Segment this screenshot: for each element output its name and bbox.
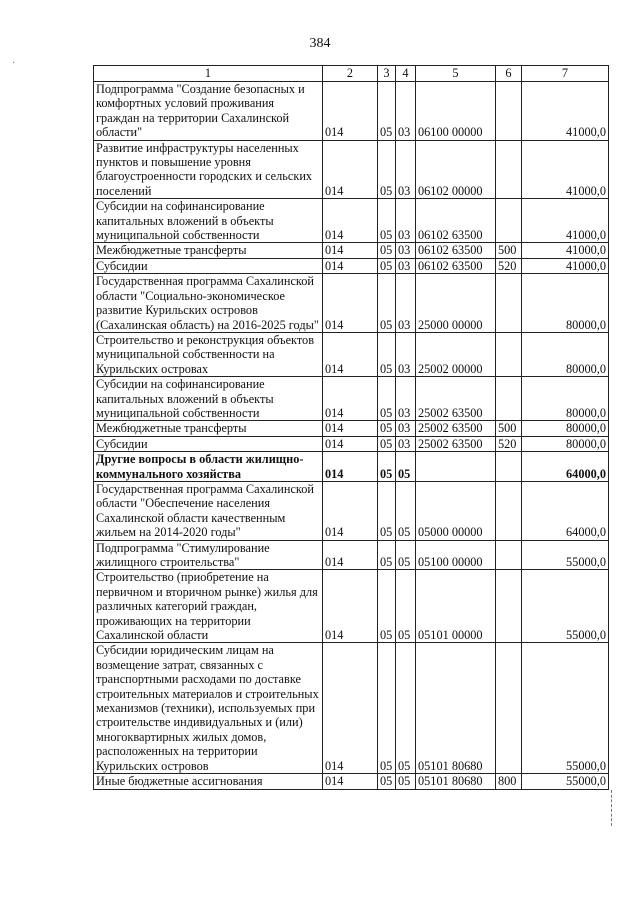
table-row <box>94 643 609 774</box>
row-section-cell: 05 <box>378 421 396 436</box>
row-amount-cell: 64000,0 <box>522 481 609 540</box>
row-code-cell: 014 <box>323 258 378 273</box>
row-target-cell: 25002 63500 <box>416 421 496 436</box>
row-subsection-cell: 03 <box>396 258 416 273</box>
row-subsection-cell: 05 <box>396 570 416 643</box>
row-type-cell <box>496 452 522 482</box>
row-type-cell: 520 <box>496 258 522 273</box>
column-header: 1 <box>94 66 323 82</box>
row-target-cell: 25002 63500 <box>416 436 496 451</box>
row-target-cell <box>416 452 496 482</box>
row-code-cell: 014 <box>323 199 378 243</box>
row-target-cell: 25002 63500 <box>416 377 496 421</box>
table-row <box>94 436 609 451</box>
row-name-cell: Развитие инфраструктуры населенных пунктов и повышение уровня благоустроенности городских и сельских поселений <box>94 140 323 199</box>
row-section-cell: 05 <box>378 82 396 141</box>
table-row <box>94 774 609 789</box>
table-body <box>94 82 609 790</box>
column-header: 6 <box>496 66 522 82</box>
row-code-cell: 014 <box>323 774 378 789</box>
row-code-cell: 014 <box>323 140 378 199</box>
row-target-cell: 05101 00000 <box>416 570 496 643</box>
row-type-cell <box>496 332 522 376</box>
row-name-cell: Строительство и реконструкция объектов муниципальной собственности на Курильских островах <box>94 332 323 376</box>
table-row <box>94 140 609 199</box>
row-subsection-cell: 05 <box>396 452 416 482</box>
table-row <box>94 540 609 570</box>
header-row <box>94 66 609 82</box>
row-name-cell: Субсидии юридическим лицам на возмещение затрат, связанных с транспортными расходами по доставке строительных материалов и строительных механизмов (техники), используемых при строительстве индивидуальных и (или) многоквартирных жилых домов, расположенных на территории Курильских островов <box>94 643 323 774</box>
row-section-cell: 05 <box>378 436 396 451</box>
row-section-cell: 05 <box>378 332 396 376</box>
table-row <box>94 481 609 540</box>
row-subsection-cell: 03 <box>396 140 416 199</box>
row-name-cell: Субсидии <box>94 436 323 451</box>
table-row <box>94 258 609 273</box>
row-type-cell <box>496 199 522 243</box>
row-code-cell: 014 <box>323 570 378 643</box>
row-name-cell: Межбюджетные трансферты <box>94 421 323 436</box>
row-subsection-cell: 05 <box>396 643 416 774</box>
row-amount-cell: 80000,0 <box>522 436 609 451</box>
table-row <box>94 332 609 376</box>
row-subsection-cell: 03 <box>396 199 416 243</box>
row-name-cell: Государственная программа Сахалинской области "Социально-экономическое развитие Курильских островов (Сахалинская область) на 2016-2025 годы" <box>94 274 323 333</box>
row-type-cell: 800 <box>496 774 522 789</box>
row-code-cell: 014 <box>323 540 378 570</box>
row-subsection-cell: 05 <box>396 481 416 540</box>
row-name-cell: Субсидии на софинансирование капитальных вложений в объекты муниципальной собственности <box>94 199 323 243</box>
row-target-cell: 05100 00000 <box>416 540 496 570</box>
row-code-cell: 014 <box>323 274 378 333</box>
row-name-cell: Субсидии <box>94 258 323 273</box>
row-type-cell <box>496 481 522 540</box>
row-name-cell: Другие вопросы в области жилищно-коммунального хозяйства <box>94 452 323 482</box>
row-name-cell: Субсидии на софинансирование капитальных вложений в объекты муниципальной собственности <box>94 377 323 421</box>
row-type-cell <box>496 274 522 333</box>
row-target-cell: 06102 63500 <box>416 199 496 243</box>
row-section-cell: 05 <box>378 243 396 258</box>
row-target-cell: 05101 80680 <box>416 774 496 789</box>
row-subsection-cell: 03 <box>396 274 416 333</box>
row-code-cell: 014 <box>323 452 378 482</box>
column-header: 4 <box>396 66 416 82</box>
row-target-cell: 05101 80680 <box>416 643 496 774</box>
row-type-cell: 520 <box>496 436 522 451</box>
column-header: 7 <box>522 66 609 82</box>
row-code-cell: 014 <box>323 377 378 421</box>
column-header: 3 <box>378 66 396 82</box>
row-section-cell: 05 <box>378 140 396 199</box>
row-amount-cell: 41000,0 <box>522 258 609 273</box>
row-amount-cell: 80000,0 <box>522 274 609 333</box>
row-code-cell: 014 <box>323 243 378 258</box>
table-row <box>94 243 609 258</box>
row-amount-cell: 41000,0 <box>522 243 609 258</box>
row-target-cell: 25000 00000 <box>416 274 496 333</box>
row-section-cell: 05 <box>378 199 396 243</box>
row-section-cell: 05 <box>378 540 396 570</box>
row-subsection-cell: 03 <box>396 436 416 451</box>
page-number: 384 <box>309 36 331 51</box>
row-target-cell: 06102 63500 <box>416 243 496 258</box>
scan-artifact: · <box>12 58 16 69</box>
row-name-cell: Строительство (приобретение на первичном и вторичном рынке) жилья для различных категорий граждан, проживающих на территории Сахалинской области <box>94 570 323 643</box>
row-target-cell: 05000 00000 <box>416 481 496 540</box>
row-target-cell: 25002 00000 <box>416 332 496 376</box>
row-amount-cell: 80000,0 <box>522 332 609 376</box>
row-amount-cell: 55000,0 <box>522 570 609 643</box>
row-name-cell: Государственная программа Сахалинской области "Обеспечение населения Сахалинской области качественным жильем на 2014-2020 годы" <box>94 481 323 540</box>
row-target-cell: 06102 00000 <box>416 140 496 199</box>
row-subsection-cell: 03 <box>396 332 416 376</box>
row-type-cell <box>496 570 522 643</box>
row-amount-cell: 64000,0 <box>522 452 609 482</box>
row-code-cell: 014 <box>323 643 378 774</box>
table-row <box>94 421 609 436</box>
row-type-cell <box>496 140 522 199</box>
row-target-cell: 06100 00000 <box>416 82 496 141</box>
row-code-cell: 014 <box>323 421 378 436</box>
row-subsection-cell: 03 <box>396 82 416 141</box>
row-amount-cell: 41000,0 <box>522 199 609 243</box>
row-subsection-cell: 03 <box>396 421 416 436</box>
table-row <box>94 377 609 421</box>
table-row <box>94 452 609 482</box>
row-section-cell: 05 <box>378 452 396 482</box>
row-amount-cell: 55000,0 <box>522 643 609 774</box>
row-subsection-cell: 03 <box>396 243 416 258</box>
column-header: 5 <box>416 66 496 82</box>
row-section-cell: 05 <box>378 377 396 421</box>
table-row <box>94 570 609 643</box>
row-section-cell: 05 <box>378 570 396 643</box>
row-section-cell: 05 <box>378 643 396 774</box>
row-code-cell: 014 <box>323 436 378 451</box>
row-type-cell <box>496 82 522 141</box>
row-subsection-cell: 05 <box>396 540 416 570</box>
row-amount-cell: 41000,0 <box>522 140 609 199</box>
row-code-cell: 014 <box>323 332 378 376</box>
row-amount-cell: 41000,0 <box>522 82 609 141</box>
row-target-cell: 06102 63500 <box>416 258 496 273</box>
row-name-cell: Подпрограмма "Создание безопасных и комфортных условий проживания граждан на территории Сахалинской области" <box>94 82 323 141</box>
budget-table <box>93 65 609 790</box>
row-amount-cell: 80000,0 <box>522 377 609 421</box>
row-code-cell: 014 <box>323 82 378 141</box>
column-header: 2 <box>323 66 378 82</box>
row-subsection-cell: 05 <box>396 774 416 789</box>
row-code-cell: 014 <box>323 481 378 540</box>
row-name-cell: Межбюджетные трансферты <box>94 243 323 258</box>
row-subsection-cell: 03 <box>396 377 416 421</box>
row-type-cell <box>496 643 522 774</box>
row-section-cell: 05 <box>378 274 396 333</box>
row-amount-cell: 55000,0 <box>522 774 609 789</box>
row-amount-cell: 55000,0 <box>522 540 609 570</box>
row-name-cell: Иные бюджетные ассигнования <box>94 774 323 789</box>
row-name-cell: Подпрограмма "Стимулирование жилищного строительства" <box>94 540 323 570</box>
row-section-cell: 05 <box>378 774 396 789</box>
row-section-cell: 05 <box>378 258 396 273</box>
row-type-cell: 500 <box>496 243 522 258</box>
row-section-cell: 05 <box>378 481 396 540</box>
table-row <box>94 274 609 333</box>
scan-artifact <box>611 790 613 826</box>
table-row <box>94 82 609 141</box>
table-row <box>94 199 609 243</box>
row-type-cell: 500 <box>496 421 522 436</box>
row-type-cell <box>496 377 522 421</box>
row-type-cell <box>496 540 522 570</box>
row-amount-cell: 80000,0 <box>522 421 609 436</box>
